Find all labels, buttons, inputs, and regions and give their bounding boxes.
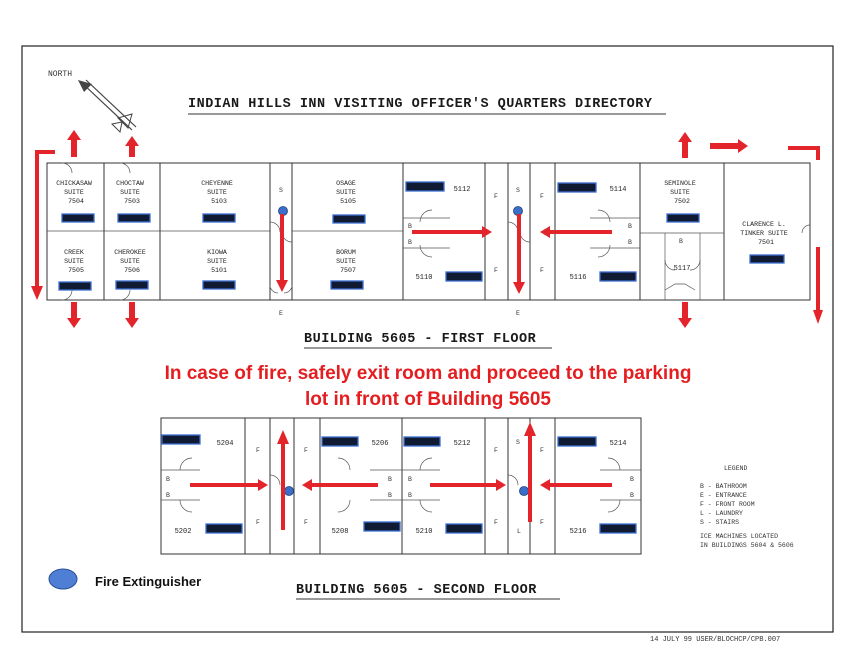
room-plaque [203, 281, 235, 289]
exit-arrow [430, 479, 506, 491]
entrance-mark: E [516, 310, 520, 317]
exit-arrow [813, 310, 823, 324]
room-seminole: SEMINOLE SUITE 7502 [664, 180, 696, 205]
room-plaque [558, 437, 596, 446]
room-borum: BORUM SUITE 7507 [336, 249, 356, 274]
first-floor-exit-arrows [31, 130, 823, 328]
fire-extinguisher-label: Fire Extinguisher [95, 574, 202, 589]
fire-warning-line-1: In case of fire, safely exit room and proceed to the parking [164, 363, 692, 384]
front-room-mark: F [540, 447, 544, 454]
legend-note: IN BUILDINGS 5604 & 5606 [700, 542, 794, 549]
stairs-mark: S [516, 439, 520, 446]
room-plaque [600, 272, 636, 281]
room-plaque [62, 214, 94, 222]
fire-extinguisher-key-icon [49, 569, 77, 589]
exit-arrow [710, 139, 748, 153]
exit-arrow [678, 132, 692, 158]
front-room-mark: F [494, 519, 498, 526]
exit-arrow [678, 302, 692, 328]
room-cherokee: CHEROKEE SUITE 7506 [114, 249, 146, 274]
room-chickasaw: CHICKASAW SUITE 7504 [56, 180, 92, 205]
room-choctaw: CHOCTAW SUITE 7503 [116, 180, 144, 205]
front-room-mark: F [494, 193, 498, 200]
room-plaque [118, 214, 150, 222]
fire-warning-line-2: lot in front of Building 5605 [305, 389, 551, 410]
room-plaque [116, 281, 148, 289]
room-cheyenne: CHEYENNE SUITE 5103 [201, 180, 233, 205]
legend-item: F - FRONT ROOM [700, 501, 755, 508]
room-plaque [750, 255, 784, 263]
exit-arrow [524, 422, 536, 436]
room-5210: 5210 [415, 528, 433, 536]
room-5206: 5206 [371, 440, 389, 448]
stairs-mark: S [279, 187, 283, 194]
room-5208: 5208 [331, 528, 349, 536]
bath-mark: B [628, 239, 632, 246]
bath-mark: B [630, 476, 634, 483]
room-plaque [558, 183, 596, 192]
legend-note: ICE MACHINES LOCATED [700, 533, 779, 540]
bath-mark: B [408, 223, 412, 230]
room-5216: 5216 [569, 528, 587, 536]
room-5114: 5114 [609, 186, 627, 194]
room-5116: 5116 [569, 274, 587, 282]
legend-item: E - ENTRANCE [700, 492, 747, 499]
room-osage: OSAGE SUITE 5105 [336, 180, 356, 205]
legend-item: S - STAIRS [700, 519, 740, 526]
room-plaque [364, 522, 400, 531]
exit-arrow [540, 479, 612, 491]
bath-mark: B [166, 476, 170, 483]
exit-arrow [277, 430, 289, 444]
front-room-mark: F [494, 267, 498, 274]
room-plaque [333, 215, 365, 223]
room-creek: CREEK SUITE 7505 [64, 249, 84, 274]
exit-arrow [125, 302, 139, 328]
front-room-mark: F [256, 519, 260, 526]
room-5214: 5214 [609, 440, 627, 448]
stairs-mark: S [516, 187, 520, 194]
room-plaque [322, 437, 358, 446]
bath-mark: B [166, 492, 170, 499]
front-room-mark: F [304, 447, 308, 454]
room-5212: 5212 [453, 440, 471, 448]
exit-arrow [540, 226, 612, 238]
room-plaque [203, 214, 235, 222]
room-plaque [404, 437, 440, 446]
room-plaque [162, 435, 200, 444]
front-room-mark: F [540, 267, 544, 274]
room-plaque [446, 524, 482, 533]
exit-arrow [302, 479, 378, 491]
front-room-mark: F [540, 519, 544, 526]
room-tinker: CLARENCE L. TINKER SUITE 7501 [740, 221, 788, 246]
bath-mark: B [408, 476, 412, 483]
room-5202: 5202 [174, 528, 192, 536]
legend-title: LEGEND [724, 465, 748, 472]
room-kiowa: KIOWA SUITE 5101 [207, 249, 227, 274]
bath-mark: B [630, 492, 634, 499]
exit-arrow [190, 479, 268, 491]
exit-arrow [125, 136, 139, 157]
front-room-mark: F [304, 519, 308, 526]
bath-mark: B [628, 223, 632, 230]
north-arrow-icon [48, 70, 136, 132]
second-floor-caption: BUILDING 5605 - SECOND FLOOR [296, 583, 537, 598]
bath-mark: B [408, 492, 412, 499]
room-5117: 5117 [673, 265, 691, 273]
entrance-mark: E [279, 310, 283, 317]
room-plaque [406, 182, 444, 191]
exit-arrow [67, 130, 81, 157]
room-plaque [59, 282, 91, 290]
plan-footer: 14 JULY 99 USER/BLOCHCP/CPB.007 [650, 636, 781, 644]
room-plaque [446, 272, 482, 281]
second-floor-exit-arrows [190, 422, 612, 530]
room-5110: 5110 [415, 274, 433, 282]
front-room-mark: F [540, 193, 544, 200]
exit-arrow [31, 286, 43, 300]
room-plaque [206, 524, 242, 533]
front-room-mark: F [494, 447, 498, 454]
bath-mark: B [388, 492, 392, 499]
north-label: NORTH [48, 70, 73, 79]
first-floor-caption: BUILDING 5605 - FIRST FLOOR [304, 332, 537, 347]
room-plaque [331, 281, 363, 289]
room-plaque [600, 524, 636, 533]
exit-arrow [412, 226, 492, 238]
front-room-mark: F [256, 447, 260, 454]
bath-mark: B [388, 476, 392, 483]
legend [700, 465, 794, 549]
bath-mark: B [408, 239, 412, 246]
room-5112: 5112 [453, 186, 471, 194]
legend-item: B - BATHROOM [700, 483, 747, 490]
exit-arrow [67, 302, 81, 328]
exit-arrow [513, 282, 525, 294]
fire-extinguisher-icon [520, 487, 529, 496]
exit-arrow [788, 148, 818, 160]
room-5204: 5204 [216, 440, 234, 448]
room-plaque [667, 214, 699, 222]
first-floor-plan [47, 163, 810, 317]
exit-arrow [276, 280, 288, 292]
bath-mark: B [679, 238, 683, 245]
fire-extinguisher-icon [285, 487, 294, 496]
directory-title: INDIAN HILLS INN VISITING OFFICER'S QUARTERS DIRECTORY [188, 97, 653, 112]
legend-item: L - LAUNDRY [700, 510, 743, 517]
laundry-mark: L [517, 528, 521, 535]
